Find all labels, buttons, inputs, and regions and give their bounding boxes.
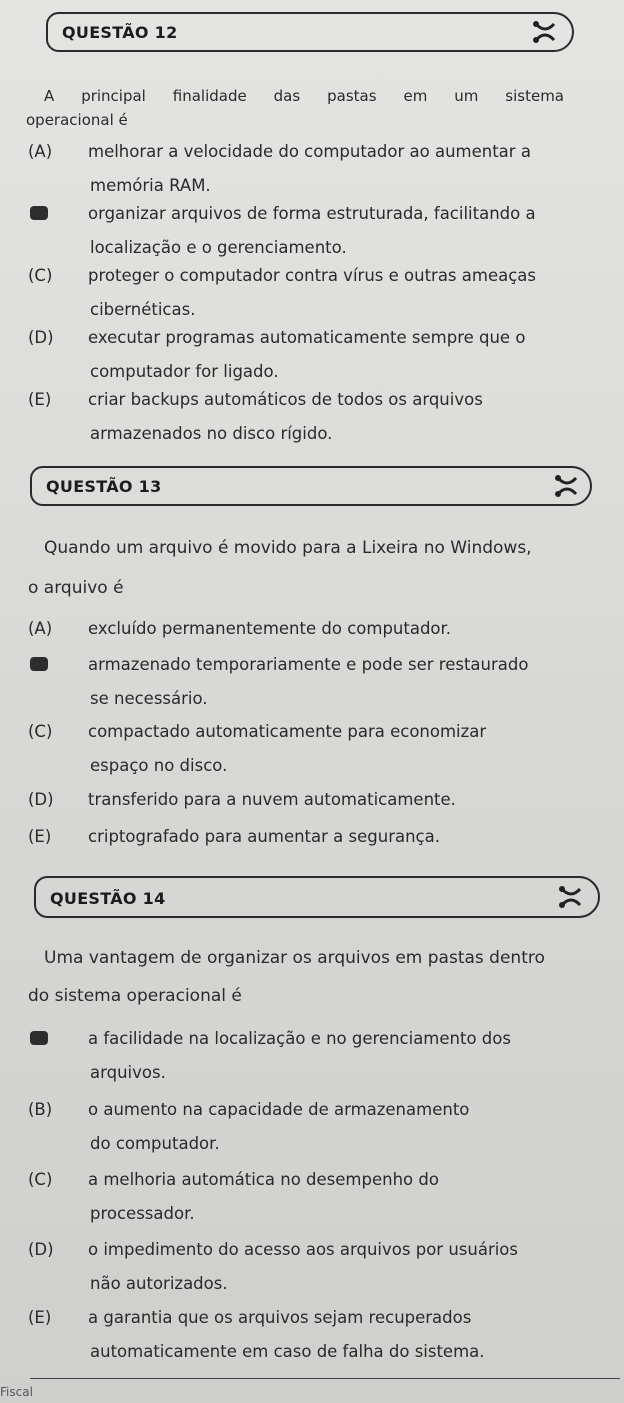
q13-option-a[interactable] <box>28 617 592 641</box>
option-letter: (C) <box>28 722 53 741</box>
option-text-cont: se necessário. <box>90 689 208 708</box>
answer-mark <box>30 1031 48 1045</box>
option-text: excluído permanentemente do computador. <box>88 619 452 638</box>
option-letter: (E) <box>28 827 52 846</box>
option-text: o aumento na capacidade de armazenamento <box>88 1100 470 1119</box>
q14-option-d[interactable] <box>28 1238 592 1296</box>
option-text: armazenado temporariamente e pode ser restaurado <box>88 655 529 674</box>
option-text: a facilidade na localização e no gerenciamento dos <box>88 1029 511 1048</box>
option-text: executar programas automaticamente sempre que o <box>88 328 526 347</box>
option-text: organizar arquivos de forma estruturada, facilitando a <box>88 204 536 223</box>
option-text-cont: espaço no disco. <box>90 756 228 775</box>
question-14-stem-line2: do sistema operacional é <box>28 986 242 1006</box>
question-13-header <box>30 466 592 506</box>
question-14-stem-line1: Uma vantagem de organizar os arquivos em pastas dentro <box>44 948 545 968</box>
option-text-cont: processador. <box>90 1204 195 1223</box>
option-text-cont: localização e o gerenciamento. <box>90 238 347 257</box>
scissors-icon <box>558 885 584 909</box>
q13-option-c[interactable] <box>28 720 592 778</box>
bottom-divider <box>30 1378 620 1379</box>
option-text: transferido para a nuvem automaticamente. <box>88 790 456 809</box>
option-letter: (E) <box>28 390 52 409</box>
option-letter: (B) <box>28 1100 53 1119</box>
q13-option-b-marked[interactable] <box>28 653 592 711</box>
answer-mark <box>30 657 48 671</box>
q12-option-a[interactable] <box>28 140 592 198</box>
option-letter: (C) <box>28 1170 53 1189</box>
option-text: melhorar a velocidade do computador ao aumentar a <box>88 142 531 161</box>
option-text: proteger o computador contra vírus e outras ameaças <box>88 266 536 285</box>
q14-option-e[interactable] <box>28 1306 592 1364</box>
option-letter: (C) <box>28 266 53 285</box>
footer-label: Fiscal <box>0 1385 33 1399</box>
option-text-cont: cibernéticas. <box>90 300 196 319</box>
question-title: QUESTÃO 13 <box>46 477 162 496</box>
option-text-cont: computador for ligado. <box>90 362 279 381</box>
option-text: o impedimento do acesso aos arquivos por usuários <box>88 1240 518 1259</box>
q12-option-c[interactable] <box>28 264 592 322</box>
option-text-cont: arquivos. <box>90 1063 166 1082</box>
q12-option-e[interactable] <box>28 388 592 446</box>
option-text: a garantia que os arquivos sejam recuperados <box>88 1308 472 1327</box>
scissors-icon <box>554 474 580 498</box>
option-text: a melhoria automática no desempenho do <box>88 1170 439 1189</box>
option-letter: (D) <box>28 328 54 347</box>
answer-mark <box>30 206 48 220</box>
option-text: criptografado para aumentar a segurança. <box>88 827 440 846</box>
option-letter: (D) <box>28 790 54 809</box>
question-title: QUESTÃO 12 <box>62 23 178 42</box>
option-text-cont: do computador. <box>90 1134 220 1153</box>
question-12-stem-line2: operacional é <box>26 111 128 129</box>
question-13-stem-line1: Quando um arquivo é movido para a Lixeira no Windows, <box>44 538 532 558</box>
option-letter: (E) <box>28 1308 52 1327</box>
question-title: QUESTÃO 14 <box>50 889 166 908</box>
question-14-header <box>34 876 600 918</box>
option-text-cont: memória RAM. <box>90 176 211 195</box>
option-letter: (D) <box>28 1240 54 1259</box>
question-12-stem-line1: A principal finalidade das pastas em um sistema <box>44 87 564 105</box>
q14-option-a-marked[interactable] <box>28 1027 592 1085</box>
q14-option-c[interactable] <box>28 1168 592 1226</box>
q13-option-e[interactable] <box>28 825 592 849</box>
option-text-cont: armazenados no disco rígido. <box>90 424 333 443</box>
scissors-icon <box>532 20 558 44</box>
question-13-stem-line2: o arquivo é <box>28 578 124 598</box>
option-letter: (A) <box>28 142 53 161</box>
option-text-cont: não autorizados. <box>90 1274 228 1293</box>
q13-option-d[interactable] <box>28 788 592 812</box>
q14-option-b[interactable] <box>28 1098 592 1156</box>
q12-option-d[interactable] <box>28 326 592 384</box>
option-text: criar backups automáticos de todos os arquivos <box>88 390 483 409</box>
question-12-header <box>46 12 574 52</box>
q12-option-b-marked[interactable] <box>28 202 592 260</box>
option-letter: (A) <box>28 619 53 638</box>
option-text-cont: automaticamente em caso de falha do sistema. <box>90 1342 485 1361</box>
option-text: compactado automaticamente para economizar <box>88 722 487 741</box>
